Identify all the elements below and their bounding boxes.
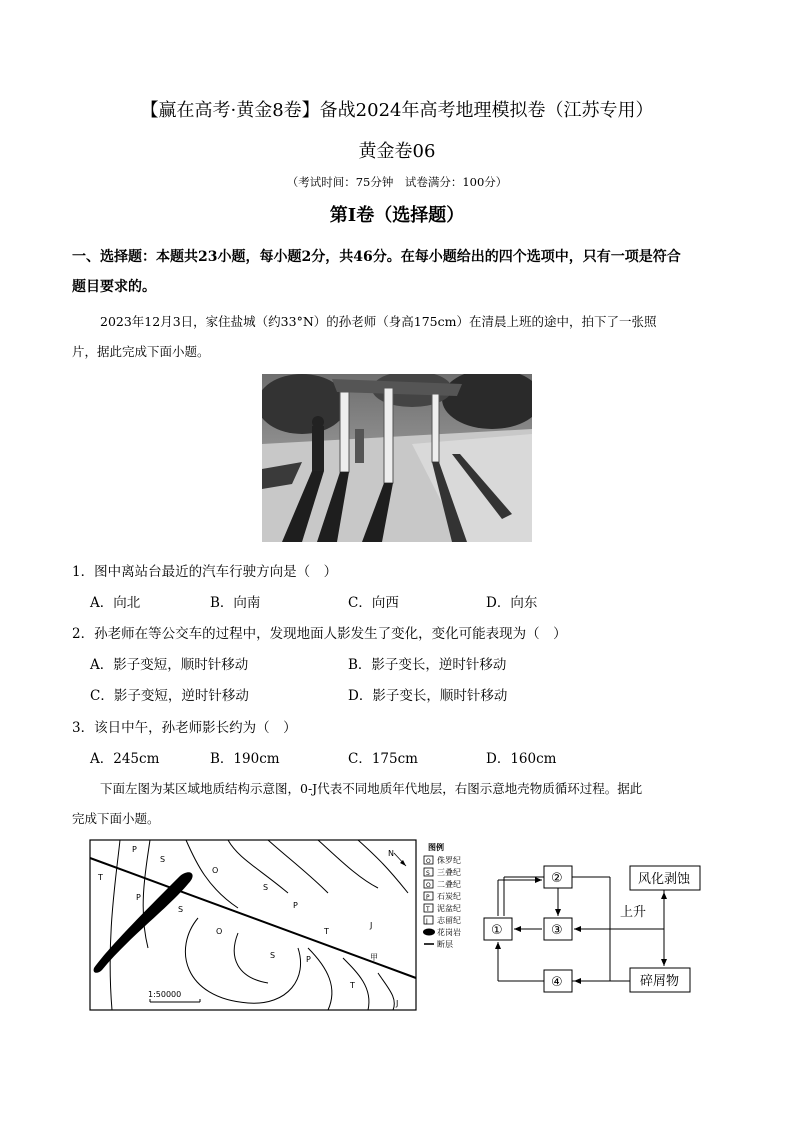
stratum-label: O xyxy=(212,866,219,875)
svg-text:J: J xyxy=(426,918,428,925)
exam-info: （考试时间：75分钟 试卷满分：100分） xyxy=(286,175,508,189)
context2-line-1: 下面左图为某区域地质结构示意图，0-J代表不同地质年代地层，右图示意地壳物质循环过程。据此 xyxy=(100,781,643,796)
section-title: 第Ⅰ卷（选择题） xyxy=(329,205,465,226)
legend-item: 花岗岩 xyxy=(437,928,461,937)
question-2-option-a[interactable]: A．影子变短，顺时针移动 xyxy=(90,657,249,673)
point-label: 甲 xyxy=(370,953,378,962)
svg-text:S: S xyxy=(426,870,430,877)
context1-line-2: 片，据此完成下面小题。 xyxy=(72,344,210,359)
stratum-label: P xyxy=(293,901,298,910)
question-1-option-d[interactable]: D．向东 xyxy=(486,595,538,611)
stratum-label: S xyxy=(160,855,166,864)
stratum-label: O xyxy=(216,927,223,936)
question-3-option-b[interactable]: B．190cm xyxy=(210,751,280,767)
node-4: ④ xyxy=(551,975,563,990)
legend-item: 石炭纪 xyxy=(437,892,461,901)
context2-line-2: 完成下面小题。 xyxy=(72,811,160,826)
stratum-label: S xyxy=(270,951,276,960)
question-2-option-c[interactable]: C．影子变短，逆时针移动 xyxy=(90,688,249,704)
main-title: 【赢在高考·黄金8卷】备战2024年高考地理模拟卷（江苏专用） xyxy=(140,100,654,121)
legend-item: 志留纪 xyxy=(437,916,461,925)
stratum-label: T xyxy=(350,981,355,990)
stratum-label: T xyxy=(324,927,329,936)
stratum-label: P xyxy=(306,955,311,964)
node-2: ② xyxy=(551,871,563,886)
instructions-line-1: 一、选择题：本题共23小题，每小题2分，共46分。在每小题给出的四个选项中，只有一项是符合 xyxy=(72,249,681,265)
legend-item: 侏罗纪 xyxy=(437,856,461,865)
node-3: ③ xyxy=(551,923,563,938)
svg-text:O: O xyxy=(426,882,431,889)
rock-cycle-diagram xyxy=(480,858,716,998)
stratum-label: J xyxy=(370,921,373,930)
north-label: N xyxy=(388,849,394,858)
debris-label: 碎屑物 xyxy=(640,974,680,989)
question-3-stem: 3．该日中午，孙老师影长约为（ ） xyxy=(72,720,297,736)
legend-item: 三叠纪 xyxy=(437,868,461,877)
bus-stop-photo xyxy=(262,374,532,542)
svg-text:O: O xyxy=(426,858,431,865)
map-legend xyxy=(423,842,461,949)
question-3-option-a[interactable]: A．245cm xyxy=(90,751,160,767)
question-2-option-b[interactable]: B．影子变长，逆时针移动 xyxy=(348,657,507,673)
stratum-label: P xyxy=(136,893,141,902)
question-1-stem: 1．图中离站台最近的汽车行驶方向是（ ） xyxy=(72,564,338,580)
question-2-option-d[interactable]: D．影子变长，顺时针移动 xyxy=(348,688,508,704)
question-1-option-c[interactable]: C．向西 xyxy=(348,595,399,611)
stratum-label: J xyxy=(396,999,399,1008)
stratum-label: S xyxy=(178,905,184,914)
svg-text:P: P xyxy=(426,894,430,901)
question-3-option-d[interactable]: D．160cm xyxy=(486,751,557,767)
svg-text:T: T xyxy=(426,906,430,913)
question-3-option-c[interactable]: C．175cm xyxy=(348,751,418,767)
context1-line-1: 2023年12月3日，家住盐城（约33°N）的孙老师（身高175cm）在清晨上班的途中，拍下了一张照 xyxy=(100,314,657,329)
stratum-label: T xyxy=(98,873,103,882)
stratum-label: S xyxy=(263,883,269,892)
legend-item: 二叠纪 xyxy=(437,880,461,889)
stratum-label: P xyxy=(132,845,137,854)
question-1-option-a[interactable]: A．向北 xyxy=(90,595,141,611)
geological-map xyxy=(88,838,480,1014)
weathering-label: 风化剥蚀 xyxy=(638,872,691,887)
paper-title: 黄金卷06 xyxy=(358,141,436,162)
uplift-label: 上升 xyxy=(620,905,647,920)
question-2-stem: 2．孙老师在等公交车的过程中，发现地面人影发生了变化，变化可能表现为（ ） xyxy=(72,626,567,642)
map-scale: 1:50000 xyxy=(148,990,182,999)
node-1: ① xyxy=(491,923,503,938)
instructions-line-2: 题目要求的。 xyxy=(72,279,156,295)
legend-item: 泥盆纪 xyxy=(437,904,461,913)
legend-title: 图例 xyxy=(428,843,444,852)
question-1-option-b[interactable]: B．向南 xyxy=(210,595,261,611)
legend-item: 断层 xyxy=(437,940,453,949)
